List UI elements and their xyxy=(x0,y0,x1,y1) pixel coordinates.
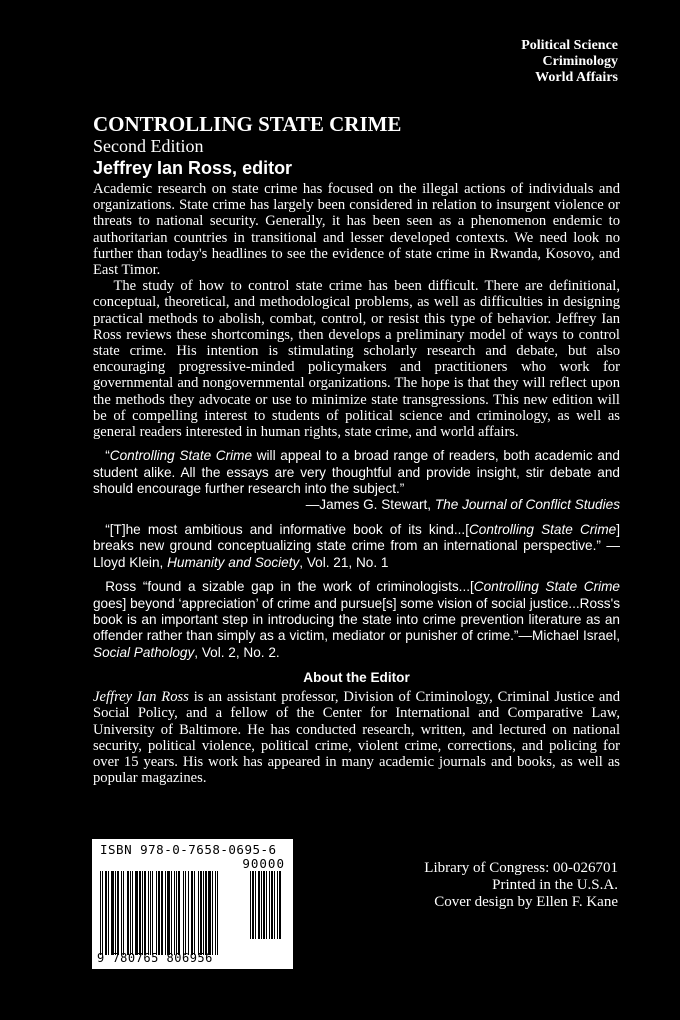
review-2-part-3: , Vol. 21, No. 1 xyxy=(299,554,389,570)
addon-bars xyxy=(250,871,286,939)
review-3-part-3: , Vol. 2, No. 2. xyxy=(194,644,280,660)
review-1-reviewer: —James G. Stewart, xyxy=(305,497,435,513)
isbn-barcode xyxy=(92,839,293,969)
barcode-bar xyxy=(217,871,218,955)
subject-world-affairs: World Affairs xyxy=(535,70,618,85)
review-2-book-title: Controlling State Crime xyxy=(468,521,617,537)
description-paragraph-2: The study of how to control state crime has been difficult. There are definitional, conceptual, theoretical, and methodological problems, as well as difficulties in designing practical methods to abolish, combat, control, or resist this type of behavior. Jeffrey Ian Ross reviews these shortcomings, then develops a preliminary model of ways to control state crime. His intention is stimulating scholarly research and debate, but also encouraging progressive-minded policymakers and practitioners who work for governmental and nongovernmental organizations. The hope is that they will reflect upon the methods they advocate or use to minimize state transgressions. This new edition will be of compelling interest to students of political science and criminology, as well as general readers interested in human rights, state crime, and world affairs. xyxy=(93,278,620,441)
subject-categories xyxy=(521,38,618,86)
about-editor-heading: About the Editor xyxy=(303,670,410,686)
about-editor-bio: is an assistant professor, Division of Criminology, Criminal Justice and Social Policy, and a fellow of the Center for International and Comparative Law, University of Baltimore. He has conducted research, written, and lectured on national security, political violence, political crime, violent crime, corrections, and policing for over 15 years. His work has appeared in many academic journals and books, as well as popular magazines. xyxy=(93,689,621,787)
book-title: CONTROLLING STATE CRIME xyxy=(93,112,402,136)
cover-design-credit: Cover design by Ellen F. Kane xyxy=(434,894,618,910)
review-2-source: Humanity and Society xyxy=(167,554,300,570)
subject-political-science: Political Science xyxy=(521,38,618,53)
review-3-part-1: Ross “found a sizable gap in the work of criminologists...[ xyxy=(105,579,474,595)
review-quote-1 xyxy=(93,448,620,514)
ean-digits: 9 780765 806956 xyxy=(97,951,213,965)
review-1-text: will appeal to a broad range of readers, both academic and student alike. All the essays are very thoughtful and provide insight, stir debate and should encourage further research into the subject.” xyxy=(93,448,620,497)
review-1-open-quote: “ xyxy=(105,448,110,464)
review-quote-2 xyxy=(93,522,620,571)
review-3-book-title: Controlling State Crime xyxy=(473,579,620,595)
subject-criminology: Criminology xyxy=(542,54,618,69)
isbn-number: ISBN 978-0-7658-0695-6 xyxy=(100,842,277,857)
book-edition: Second Edition xyxy=(93,136,204,156)
colophon xyxy=(424,860,618,911)
book-editor: Jeffrey Ian Ross, editor xyxy=(93,158,293,178)
review-1-source: The Journal of Conflict Studies xyxy=(434,497,620,513)
barcode-bar xyxy=(279,871,281,939)
review-3-source: Social Pathology xyxy=(93,644,195,660)
description-paragraph-1: Academic research on state crime has focused on the illegal actions of individuals and organizations. State crime has largely been considered in relation to insurgent violence or threats to national security. Generally, it has been seen as a phenomenon endemic to authoritarian countries in transitional and lesser developed contexts. We need look no further than today's headlines to see the evidence of state crime in Rwanda, Kosovo, and East Timor. xyxy=(93,181,620,279)
about-editor-text xyxy=(93,689,620,786)
cover-text xyxy=(93,112,620,786)
review-2-part-2: ] breaks new ground conceptualizing state crime from an international perspective.” —Lloyd Klein, xyxy=(93,521,620,570)
review-quote-3 xyxy=(93,579,620,661)
library-of-congress-number: Library of Congress: 00-026701 xyxy=(424,860,618,876)
about-editor-name: Jeffrey Ian Ross xyxy=(93,689,189,706)
printed-in: Printed in the U.S.A. xyxy=(492,877,618,893)
review-1-book-title: Controlling State Crime xyxy=(109,448,253,464)
review-3-part-2: goes] beyond ‘appreciation’ of crime and pursue[s] some vision of social justice...Ross's book is an important step in introducing the state into crime prevention literature as an offender rather than simply as a victim, mediator or punisher of crime.”—Michael Israel, xyxy=(93,595,620,644)
review-1-attribution xyxy=(93,497,620,513)
barcode-price-code: 90000 xyxy=(242,856,285,871)
review-2-part-1: “[T]he most ambitious and informative book of its kind...[ xyxy=(105,521,469,537)
ean-bars xyxy=(100,871,245,955)
